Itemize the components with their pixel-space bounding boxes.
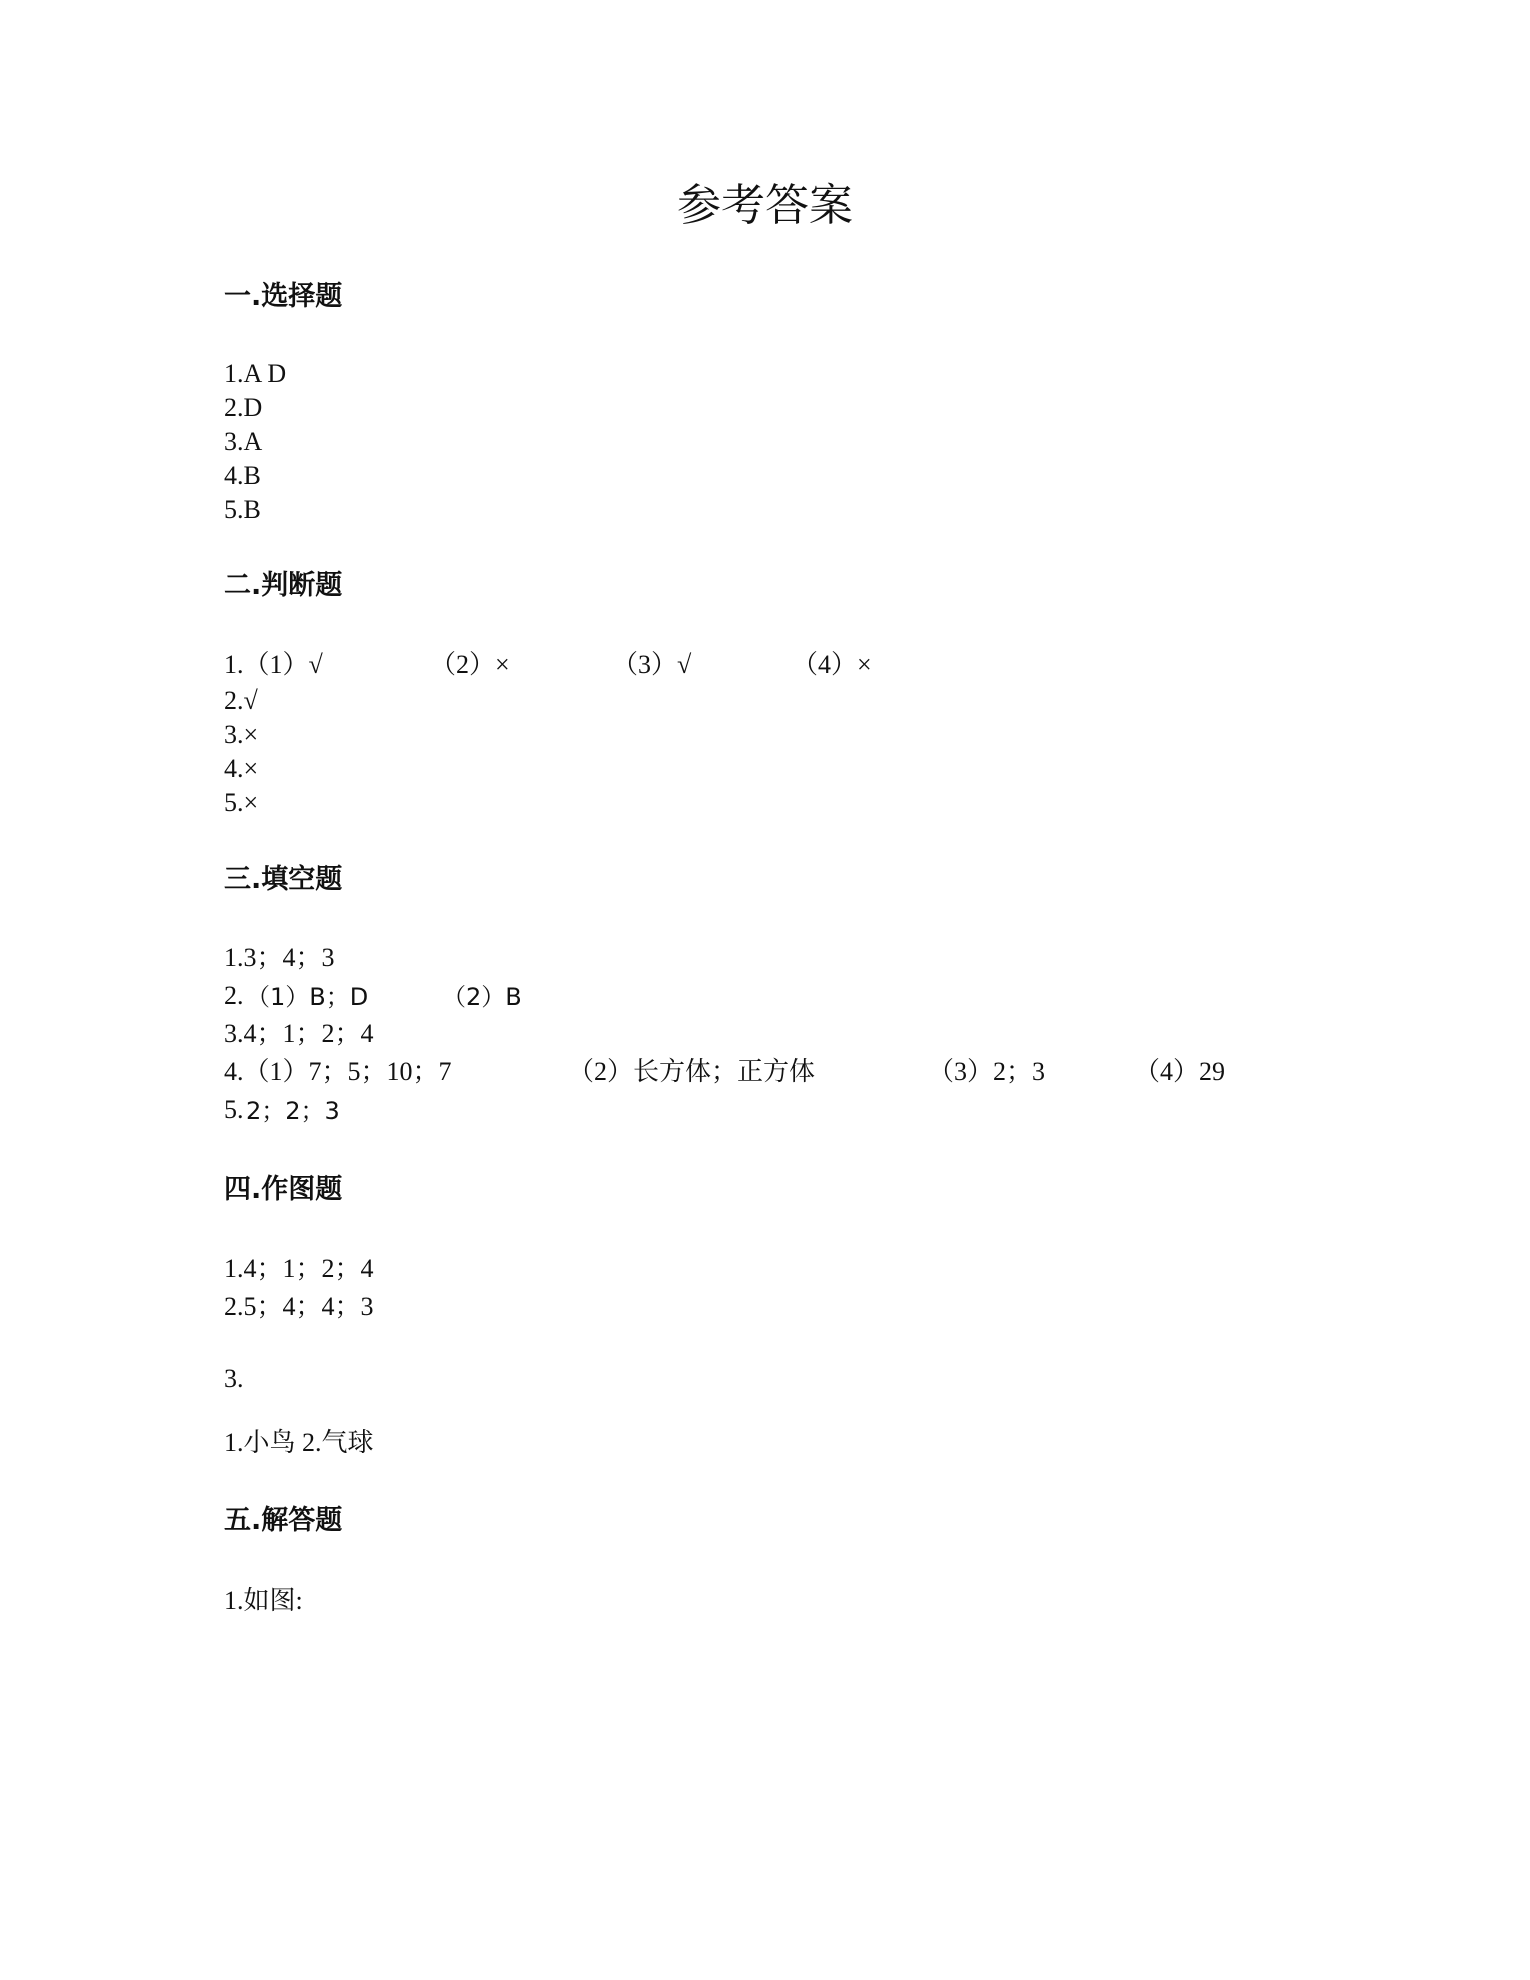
section-heading-fill: 三.填空题 — [224, 864, 343, 895]
judge-answer-1 — [224, 648, 924, 682]
fill-answer-4-part-2: （2）长方体；正方体 — [568, 1057, 816, 1086]
judge-answer-1-part-2: （2）× — [430, 650, 510, 679]
choice-answer-5: 5.B — [224, 495, 261, 524]
section-heading-drawing: 四.作图题 — [224, 1174, 343, 1205]
section-heading-choice: 一.选择题 — [224, 281, 343, 312]
judge-answer-3: 3.× — [224, 720, 259, 749]
drawing-answer-3-detail: 1.小鸟 2.气球 — [224, 1428, 374, 1457]
fill-answer-5-prefix: 5. — [224, 1095, 244, 1124]
page-title: 参考答案 — [677, 180, 853, 231]
fill-answer-4-part-3: （3）2；3 — [928, 1057, 1046, 1086]
choice-answer-3: 3.A — [224, 427, 263, 456]
solution-answer-1: 1.如图: — [224, 1586, 303, 1615]
drawing-answer-2: 2.5；4；4；3 — [224, 1292, 374, 1321]
fill-answer-4 — [224, 1055, 1264, 1089]
fill-answer-2 — [224, 979, 624, 1013]
judge-answer-1-part-1: 1.（1）√ — [224, 650, 323, 679]
fill-answer-5-value: 2；2；3 — [246, 1097, 340, 1125]
section-heading-solution: 五.解答题 — [224, 1505, 343, 1536]
fill-answer-5 — [224, 1093, 524, 1127]
drawing-answer-1: 1.4；1；2；4 — [224, 1254, 374, 1283]
judge-answer-1-part-3: （3）√ — [612, 650, 692, 679]
judge-answer-5: 5.× — [224, 788, 259, 817]
fill-answer-2-part-1: （1）B；D — [246, 983, 369, 1011]
fill-answer-2-part-2: （2）B — [442, 983, 522, 1011]
section-heading-judge: 二.判断题 — [224, 570, 343, 601]
judge-answer-1-part-4: （4）× — [792, 650, 872, 679]
choice-answer-2: 2.D — [224, 393, 263, 422]
fill-answer-3: 3.4；1；2；4 — [224, 1019, 374, 1048]
judge-answer-2: 2.√ — [224, 686, 258, 715]
drawing-answer-3: 3. — [224, 1364, 244, 1393]
choice-answer-1: 1.A D — [224, 359, 287, 388]
fill-answer-2-prefix: 2. — [224, 981, 244, 1010]
fill-answer-4-part-1: 4.（1）7；5；10；7 — [224, 1057, 452, 1086]
fill-answer-1: 1.3；4；3 — [224, 943, 335, 972]
judge-answer-4: 4.× — [224, 754, 259, 783]
choice-answer-4: 4.B — [224, 461, 261, 490]
fill-answer-4-part-4: （4）29 — [1134, 1057, 1226, 1086]
